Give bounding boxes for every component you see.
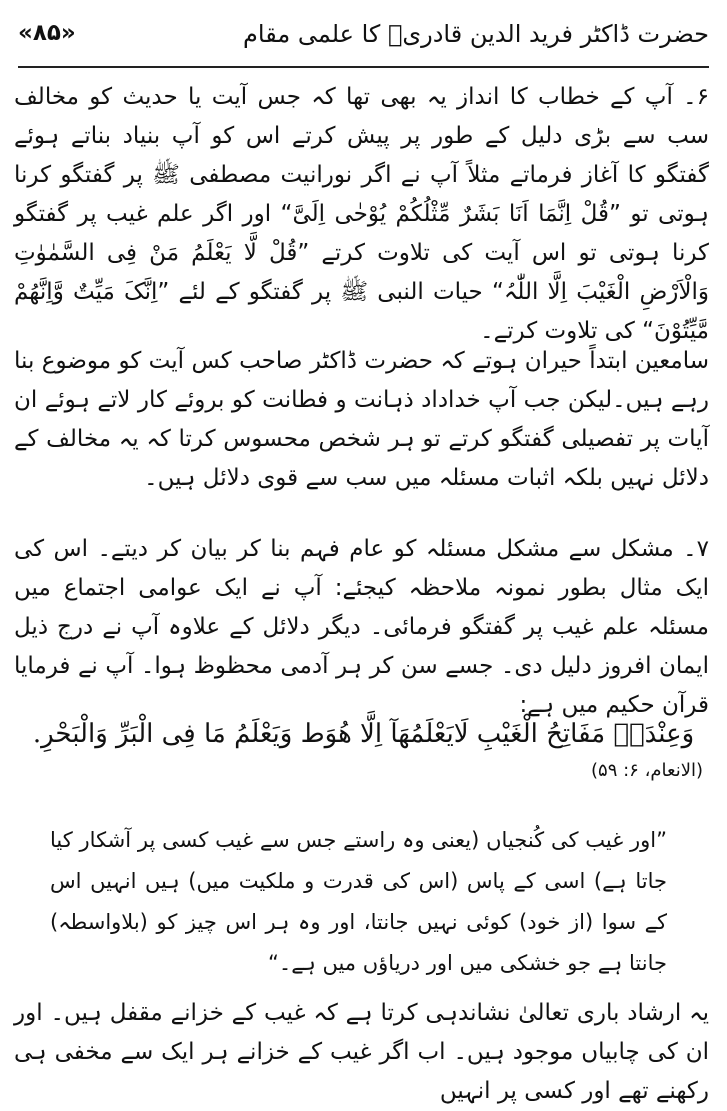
paragraph-7: ۷۔ مشکل سے مشکل مسئلہ کو عام فہم بنا کر بیان کر دیتے۔ اس کی ایک مثال بطور نمونہ ملاحظہ کیجئے: آپ نے ایک عوامی اجتماع میں مسئلہ علم غیب پر گفتگو فرمائی۔ دیگر دلائل کے علاوہ آپ نے درج ذیل ایمان افروز دلیل دی۔ جسے سن کر ہر آدمی محظوظ ہوا۔ آپ نے فرمایا قرآن حکیم میں ہے:: [14, 536, 709, 718]
running-title: حضرت ڈاکٹر فرید الدین قادریؒ کا علمی مقام: [243, 20, 709, 48]
header-divider: [18, 66, 709, 68]
verse-reference: (الانعام، ۶: ۵۹): [591, 760, 703, 781]
verse-translation: ”اور غیب کی کُنجیاں (یعنی وہ راستے جس سے غیب کسی پر آشکار کیا جاتا ہے) اسی کے پاس (اس کی قدرت و ملکیت میں) ہیں انہیں اس کے سوا (از خود) کوئی نہیں جانتا، اور وہ ہر اس چیز کو (بلاواسطہ) جانتا ہے جو خشکی میں اور دریاؤں میں ہے۔“: [50, 828, 667, 975]
page-header: [18, 10, 709, 60]
paragraph-audience: سامعین ابتداً حیران ہوتے کہ حضرت ڈاکٹر صاحب کس آیت کو موضوع بنا رہے ہیں۔لیکن جب آپ خداداد ذہانت و فطانت کو بروئے کار لاتے ہوئے ان آیات پر تفصیلی گفتگو کرتے تو ہر شخص محسوس کرتا کہ یہ مخالف کے دلائل نہیں بلکہ اثبات مسئلہ میں سب سے قوی دلائل ہیں۔: [14, 348, 709, 491]
paragraph-6: ۶۔ آپ کے خطاب کا انداز یہ بھی تھا کہ جس آیت یا حدیث کو مخالف سب سے بڑی دلیل کے طور پر پیش کرتے اس کو آپ بنیاد بناتے ہوئے گفتگو کا آغاز فرماتے مثلاً آپ نے اگر نورانیت مصطفی ﷺ پر گفتگو کرنا ہوتی تو ”قُلْ اِنَّمَا اَنَا بَشَرٌ مِّثْلُکُمْ یُوْحٰی اِلَیَّ“ اور اگر علم غیب پر گفتگو کرنا ہوتی تو اس آیت کی تلاوت کرتے ”قُلْ لَّا یَعْلَمُ مَنْ فِی السَّمٰوٰتِ وَالْاَرْضِ الْغَیْبَ اِلَّا اللّٰہُ“ حیات النبی ﷺ پر گفتگو کے لئے ”اِنَّکَ مَیِّتٌ وَّاِنَّھُمْ مَّیِّتُوْنَ“ کی تلاوت کرتے۔: [14, 84, 709, 344]
quran-verse: وَعِنْدَہٗ مَفَاتِحُ الْغَیْبِ لَایَعْلَمُھَآ اِلَّا ھُوَط وَیَعْلَمُ مَا فِی الْبَرِّ وَالْبَحْرِ.: [32, 719, 695, 749]
page-number: «۸۵»: [18, 20, 76, 46]
paragraph-final: یہ ارشاد باری تعالیٰ نشاندہی کرتا ہے کہ غیب کے خزانے مقفل ہیں۔ اور ان کی چابیاں موجود ہیں۔ اب اگر غیب کے خزانے ہر ایک سے مخفی ہی رکھنے تھے اور کسی پر انہیں: [14, 1000, 709, 1104]
